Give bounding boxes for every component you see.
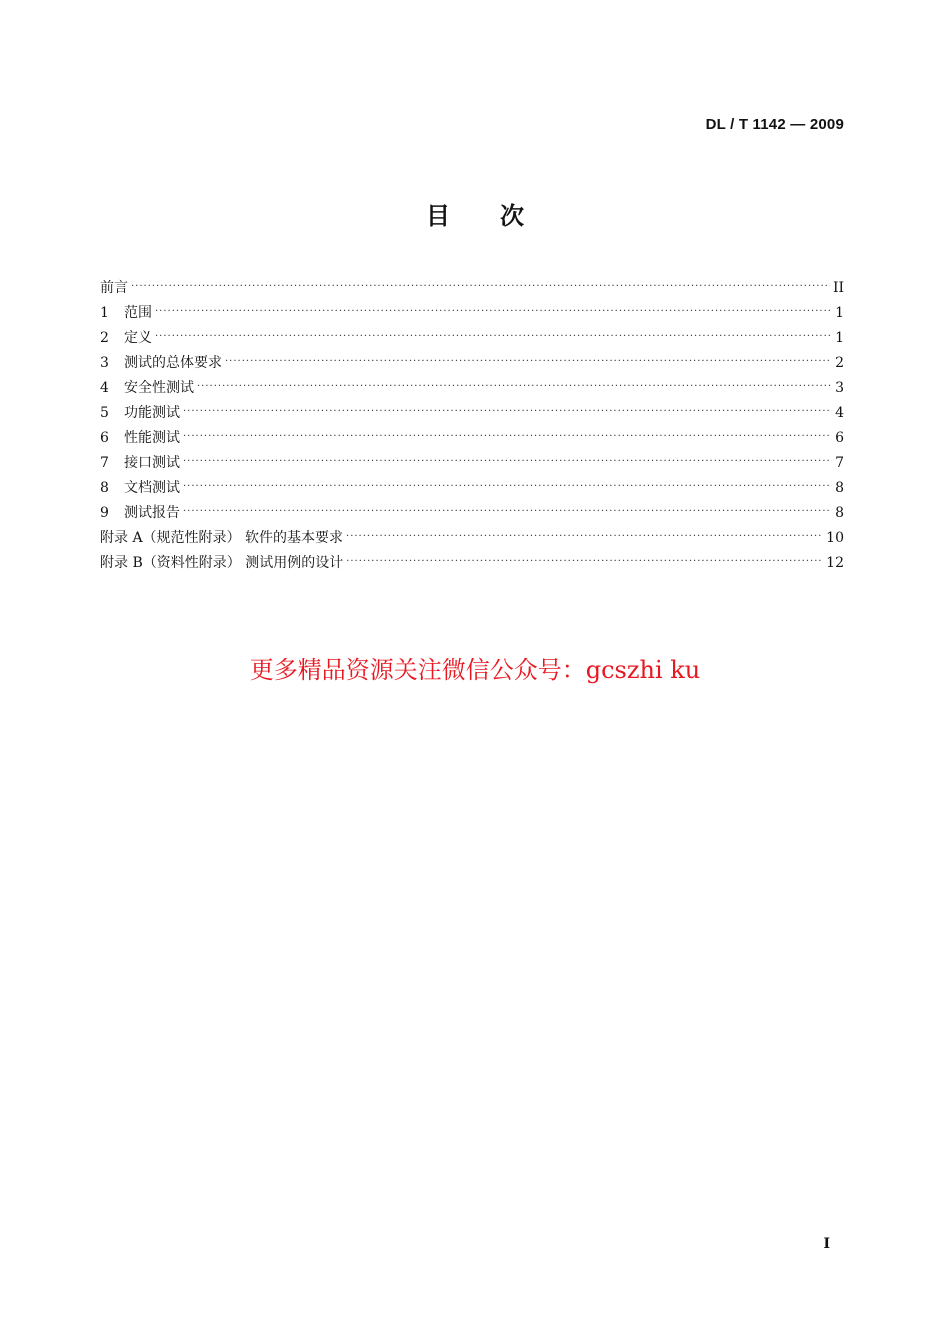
dot-leader xyxy=(183,474,831,499)
toc-page: II xyxy=(832,280,844,296)
toc-page: 7 xyxy=(835,455,844,471)
dot-leader xyxy=(155,299,831,324)
toc-number: 8 xyxy=(100,480,109,496)
toc-page: 1 xyxy=(835,305,844,321)
toc-label: 安全性测试 xyxy=(124,380,194,396)
toc-page: 4 xyxy=(835,405,844,421)
toc-entry-preface[interactable] xyxy=(100,276,844,301)
table-of-contents xyxy=(100,276,844,576)
toc-number: 3 xyxy=(100,355,109,371)
toc-page: 10 xyxy=(826,530,844,546)
dot-leader xyxy=(346,524,823,549)
toc-label: 功能测试 xyxy=(124,405,180,421)
toc-label: 接口测试 xyxy=(124,455,180,471)
title-char-1: 目 xyxy=(426,202,450,230)
toc-number: 4 xyxy=(100,380,109,396)
dot-leader xyxy=(183,499,831,524)
toc-page: 2 xyxy=(835,355,844,371)
toc-label: 测试的总体要求 xyxy=(124,355,222,371)
dot-leader xyxy=(183,424,831,449)
document-code: DL / T 1142 — 2009 xyxy=(705,116,844,133)
toc-entry-7[interactable] xyxy=(100,451,844,476)
toc-entry-appendix-b[interactable] xyxy=(100,551,844,576)
dot-leader xyxy=(225,349,831,374)
toc-entry-6[interactable] xyxy=(100,426,844,451)
toc-label: 附录 B（资料性附录） 测试用例的设计 xyxy=(100,555,344,571)
toc-entry-1[interactable] xyxy=(100,301,844,326)
toc-number: 5 xyxy=(100,405,109,421)
toc-page: 1 xyxy=(835,330,844,346)
toc-entry-2[interactable] xyxy=(100,326,844,351)
toc-number: 7 xyxy=(100,455,109,471)
toc-entry-5[interactable] xyxy=(100,401,844,426)
page-title xyxy=(0,196,950,231)
toc-number: 9 xyxy=(100,505,109,521)
toc-entry-appendix-a[interactable] xyxy=(100,526,844,551)
toc-page: 8 xyxy=(835,480,844,496)
dot-leader xyxy=(183,449,831,474)
dot-leader xyxy=(155,324,831,349)
toc-label: 范围 xyxy=(124,305,152,321)
dot-leader xyxy=(197,374,831,399)
toc-page: 12 xyxy=(826,555,844,571)
page-number: I xyxy=(823,1236,830,1252)
toc-entry-8[interactable] xyxy=(100,476,844,501)
promo-text: 更多精品资源关注微信公众号：gcszhi ku xyxy=(249,656,701,684)
toc-label: 文档测试 xyxy=(124,480,180,496)
toc-label: 测试报告 xyxy=(124,505,180,521)
dot-leader xyxy=(131,274,830,299)
toc-entry-3[interactable] xyxy=(100,351,844,376)
toc-label: 性能测试 xyxy=(124,430,180,446)
toc-page: 3 xyxy=(835,380,844,396)
toc-number: 2 xyxy=(100,330,109,346)
dot-leader xyxy=(183,399,831,424)
toc-label: 定义 xyxy=(124,330,152,346)
toc-page: 8 xyxy=(835,505,844,521)
toc-number: 1 xyxy=(100,305,109,321)
toc-number: 6 xyxy=(100,430,109,446)
toc-page: 6 xyxy=(835,430,844,446)
toc-label: 前言 xyxy=(100,280,128,296)
dot-leader xyxy=(346,549,823,574)
toc-label: 附录 A（规范性附录） 软件的基本要求 xyxy=(100,530,344,546)
toc-entry-4[interactable] xyxy=(100,376,844,401)
toc-entry-9[interactable] xyxy=(100,501,844,526)
title-char-2: 次 xyxy=(500,202,524,230)
